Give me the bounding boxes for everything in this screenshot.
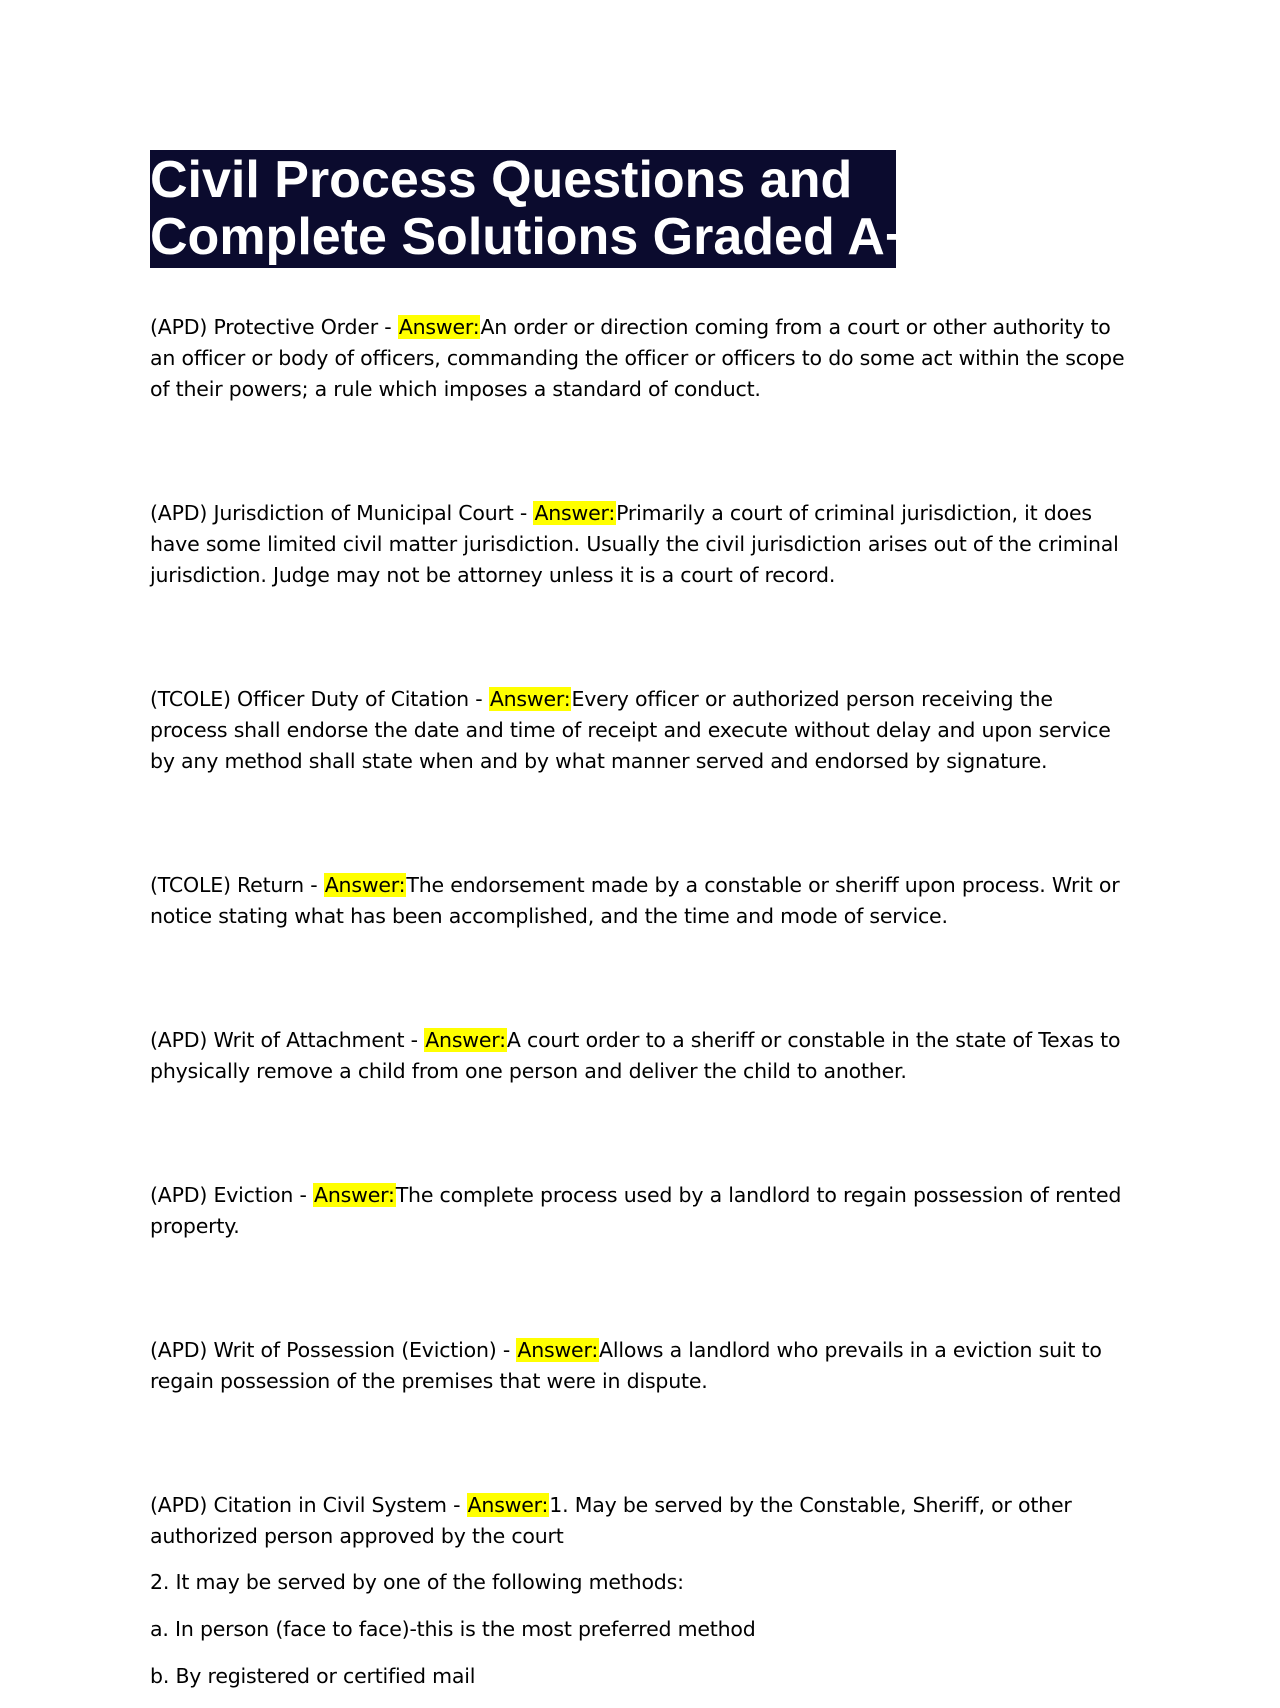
- qa-term: (APD) Eviction -: [150, 1183, 314, 1207]
- qa-item-writ-of-attachment: [150, 1025, 1130, 1087]
- answer-label: Answer:: [517, 1338, 599, 1362]
- qa-term: (TCOLE) Officer Duty of Citation -: [150, 687, 489, 711]
- qa-answer: Allows a landlord who prevails in a eviction suit to regain possession of the premises that were in dispute.: [150, 1338, 1102, 1393]
- qa-item-officer-duty: [150, 684, 1130, 777]
- answer-label: Answer:: [314, 1183, 395, 1207]
- qa-item-return: [150, 870, 1130, 932]
- document-title: [150, 150, 916, 268]
- citation-followup-methods: 2. It may be served by one of the following methods:: [150, 1570, 684, 1594]
- answer-label: Answer:: [425, 1028, 506, 1052]
- answer-label: Answer:: [324, 873, 406, 897]
- title-line-1: Civil Process Questions and: [150, 151, 853, 209]
- answer-label: Answer:: [489, 687, 571, 711]
- qa-term: (APD) Jurisdiction of Municipal Court -: [150, 501, 534, 525]
- qa-answer: Primarily a court of criminal jurisdiction, it does have some limited civil matter jurisdiction. Usually the civil jurisdiction arises out of the criminal jurisdiction. Judge may not be attorney unless it is a court of record.: [150, 501, 1119, 587]
- qa-term: (APD) Writ of Attachment -: [150, 1028, 425, 1052]
- qa-answer: An order or direction coming from a court or other authority to an officer or body of officers, commanding the officer or officers to do some act within the scope of their powers; a rule which imposes a standard of conduct.: [150, 315, 1125, 401]
- qa-answer: A court order to a sheriff or constable in the state of Texas to physically remove a child from one person and deliver the child to another.: [150, 1028, 1121, 1083]
- qa-item-municipal-court: [150, 498, 1130, 591]
- qa-term: (APD) Writ of Possession (Eviction) -: [150, 1338, 517, 1362]
- answer-label: Answer:: [534, 501, 616, 525]
- qa-answer: Every officer or authorized person receiving the process shall endorse the date and time of receipt and execute without delay and upon service by any method shall state when and by what manner served and endorsed by signature.: [150, 687, 1111, 773]
- qa-item-citation: [150, 1490, 1130, 1552]
- answer-label: Answer:: [398, 315, 480, 339]
- qa-item-eviction: [150, 1180, 1130, 1242]
- qa-answer: The complete process used by a landlord to regain possession of rented property.: [150, 1183, 1122, 1238]
- qa-term: (TCOLE) Return -: [150, 873, 324, 897]
- answer-label: Answer:: [467, 1493, 549, 1517]
- qa-term: (APD) Citation in Civil System -: [150, 1493, 467, 1517]
- citation-followup-mail: b. By registered or certified mail: [150, 1664, 476, 1688]
- qa-item-writ-of-possession: [150, 1335, 1130, 1397]
- citation-followup-in-person: a. In person (face to face)-this is the most preferred method: [150, 1617, 756, 1641]
- qa-term: (APD) Protective Order -: [150, 315, 398, 339]
- qa-answer: The endorsement made by a constable or sheriff upon process. Writ or notice stating what has been accomplished, and the time and mode of service.: [150, 873, 1120, 928]
- title-line-2: Complete Solutions Graded A+: [150, 208, 916, 266]
- qa-answer: 1. May be served by the Constable, Sheriff, or other authorized person approved by the court: [150, 1493, 1072, 1548]
- qa-item-protective-order: [150, 312, 1130, 405]
- document-page: [150, 150, 1130, 1708]
